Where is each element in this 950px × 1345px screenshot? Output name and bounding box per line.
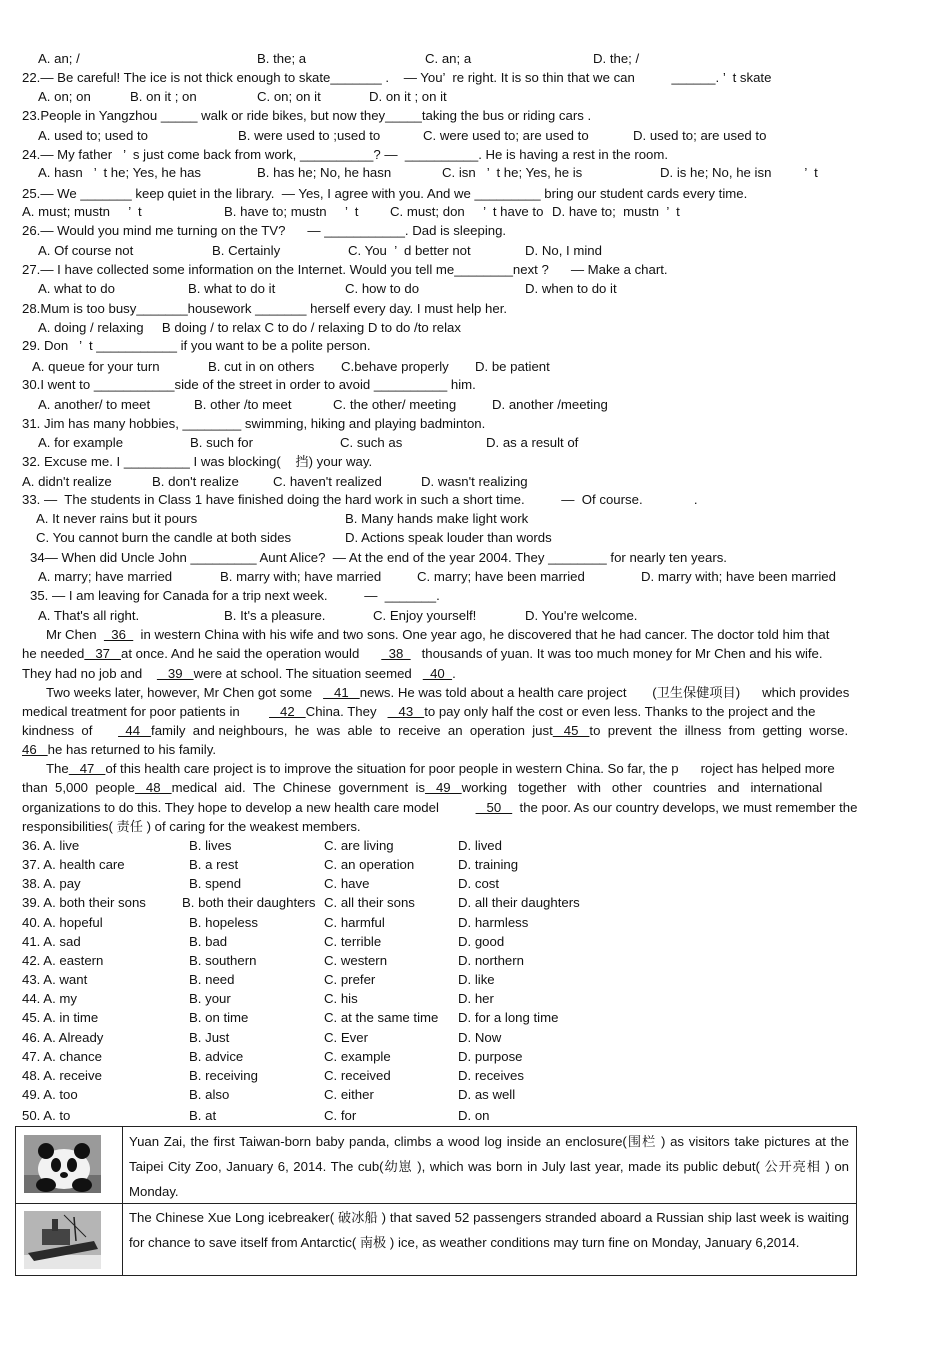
cloze-40-b: B. hopeless [189, 915, 258, 930]
passage-text: the poor. As our country develops, we must remember the [512, 800, 858, 815]
cloze-42-c: C. western [324, 953, 388, 968]
cloze-39-c: C. all their sons [324, 895, 415, 910]
passage-line-2 [22, 646, 823, 662]
cloze-47-b: B. advice [189, 1049, 244, 1064]
passage-text: medical aid. The Chinese government is [171, 780, 425, 795]
blank-41: 41 [323, 685, 360, 700]
q26-opt-d: D. No, I mind [525, 243, 602, 258]
q22-stem: 22.— Be careful! The ice is not thick enough to skate_______ . — You’ re right. It is so thin that we can ______. ’ t skate [22, 70, 772, 85]
q21-opt-c: C. an; a [425, 51, 472, 66]
cloze-37-b: B. a rest [189, 857, 239, 872]
passage-line-6 [22, 723, 848, 739]
cloze-42-b: B. southern [189, 953, 257, 968]
blank-37: 37 [84, 646, 121, 661]
q22-opt-c: C. on; on it [257, 89, 321, 104]
icebreaker-photo-icon [24, 1211, 101, 1269]
q32-opt-a: A. didn't realize [22, 474, 112, 489]
cloze-37-a: 37. A. health care [22, 857, 125, 872]
blank-40: 40 [422, 666, 453, 681]
q21-opt-d: D. the; / [593, 51, 640, 66]
q31-stem: 31. Jim has many hobbies, ________ swimming, hiking and playing badminton. [22, 416, 486, 431]
q35-opt-c: C. Enjoy yourself! [373, 608, 477, 623]
q28-options: A. doing / relaxing B doing / to relax C to do / relaxing D to do /to relax [38, 320, 461, 335]
cloze-43-a: 43. A. want [22, 972, 88, 987]
passage-line-7 [22, 742, 216, 758]
cloze-40-d: D. harmless [458, 915, 529, 930]
cloze-46-c: C. Ever [324, 1030, 368, 1045]
q31-opt-b: B. such for [190, 435, 254, 450]
q22-opt-d: D. on it ; on it [369, 89, 447, 104]
blank-46: 46 [22, 742, 48, 757]
blank-38: 38 [381, 646, 411, 661]
passage-text: working together with other countries and international [461, 780, 823, 795]
passage-line-11: responsibilities( 责任 ) of caring for the weakest members. [22, 819, 361, 834]
q30-opt-a: A. another/ to meet [38, 397, 151, 412]
passage-text: China. They [305, 704, 388, 719]
cloze-43-c: C. prefer [324, 972, 376, 987]
q29-opt-b: B. cut in on others [208, 359, 315, 374]
cloze-38-a: 38. A. pay [22, 876, 81, 891]
news-row-panda [16, 1127, 856, 1204]
cloze-48-c: C. received [324, 1068, 391, 1083]
q33-stem: 33. — The students in Class 1 have finished doing the hard work in such a short time. — Of course. . [22, 492, 698, 507]
cloze-41-b: B. bad [189, 934, 228, 949]
q35-opt-d: D. You're welcome. [525, 608, 638, 623]
cloze-43-d: D. like [458, 972, 495, 987]
q32-opt-c: C. haven't realized [273, 474, 382, 489]
passage-text: in western China with his wife and two sons. One year ago, he discovered that he had cancer. The doctor told him that [133, 627, 830, 642]
passage-text: Mr Chen [46, 627, 104, 642]
q29-opt-a: A. queue for your turn [32, 359, 160, 374]
q27-opt-d: D. when to do it [525, 281, 617, 296]
q25-opt-c: C. must; don ’ t have to [390, 204, 544, 219]
passage-line-8 [46, 761, 835, 777]
q25-opt-a: A. must; mustn ’ t [22, 204, 142, 219]
q30-stem: 30.I went to ___________side of the street in order to avoid __________ him. [22, 377, 476, 392]
cloze-46-d: D. Now [458, 1030, 502, 1045]
passage-text: at once. And he said the operation would [121, 646, 382, 661]
q27-stem: 27.— I have collected some information on the Internet. Would you tell me________next ? — Make a chart. [22, 262, 668, 277]
q23-opt-b: B. were used to ;used to [238, 128, 381, 143]
q33-opt-d: D. Actions speak louder than words [345, 530, 552, 545]
cloze-39-b: B. both their daughters [182, 895, 316, 910]
q34-opt-a: A. marry; have married [38, 569, 173, 584]
panda-photo-icon [24, 1135, 101, 1193]
q25-stem: 25.— We _______ keep quiet in the library. — Yes, I agree with you. And we _________ bring our student cards every time. [22, 186, 748, 201]
cloze-38-c: C. have [324, 876, 370, 891]
cloze-43-b: B. need [189, 972, 235, 987]
passage-text: news. He was told about a health care project (卫生保健项目) which provides [359, 685, 850, 700]
cloze-49-c: C. either [324, 1087, 374, 1102]
passage-text: organizations to do this. They hope to develop a new health care model [22, 800, 476, 815]
q27-opt-b: B. what to do it [188, 281, 276, 296]
cloze-45-b: B. on time [189, 1010, 249, 1025]
cloze-46-a: 46. A. Already [22, 1030, 104, 1045]
q24-opt-c: C. isn ’ t he; Yes, he is [442, 165, 583, 180]
passage-text: . [452, 666, 456, 681]
blank-48: 48 [134, 780, 172, 795]
blank-39: 39 [156, 666, 194, 681]
cloze-48-d: D. receives [458, 1068, 524, 1083]
cloze-45-a: 45. A. in time [22, 1010, 99, 1025]
q24-opt-a: A. hasn ’ t he; Yes, he has [38, 165, 202, 180]
q21-opt-b: B. the; a [257, 51, 307, 66]
cloze-46-b: B. Just [189, 1030, 230, 1045]
q30-opt-b: B. other /to meet [194, 397, 292, 412]
passage-text: he has returned to his family. [47, 742, 217, 757]
cloze-41-c: C. terrible [324, 934, 382, 949]
cloze-39-a: 39. A. both their sons [22, 895, 146, 910]
q34-opt-d: D. marry with; have been married [641, 569, 836, 584]
q34-stem: 34— When did Uncle John _________ Aunt Alice? — At the end of the year 2004. They ________ for nearly ten years. [30, 550, 727, 565]
q30-opt-c: C. the other/ meeting [333, 397, 457, 412]
q25-opt-b: B. have to; mustn ’ t [224, 204, 359, 219]
cloze-45-d: D. for a long time [458, 1010, 559, 1025]
q30-opt-d: D. another /meeting [492, 397, 608, 412]
cloze-50-b: B. at [189, 1108, 217, 1123]
blank-49: 49 [424, 780, 462, 795]
passage-line-5 [22, 704, 815, 720]
cloze-44-d: D. her [458, 991, 494, 1006]
blank-43: 43 [387, 704, 425, 719]
passage-text: to prevent the illness from getting worse. [589, 723, 849, 738]
cloze-47-c: C. example [324, 1049, 391, 1064]
q35-stem: 35. — I am leaving for Canada for a trip next week. — _______. [30, 588, 440, 603]
passage-text: They had no job and [22, 666, 157, 681]
q34-opt-b: B. marry with; have married [220, 569, 382, 584]
q22-opt-a: A. on; on [38, 89, 91, 104]
passage-line-9 [22, 780, 822, 796]
cloze-44-c: C. his [324, 991, 358, 1006]
panda-news-text: Yuan Zai, the first Taiwan-born baby panda, climbs a wood log inside an enclosure(围栏 ) as visitors take pictures at the Taipei City Zoo, January 6, 2014. The cub(幼崽 ), which was born in July last year, made its public debut( 公开亮相 ) on Monday. [129, 1134, 849, 1199]
passage-line-10 [22, 800, 857, 816]
icebreaker-news-text: The Chinese Xue Long icebreaker( 破冰船 ) that saved 52 passengers stranded aboard a Russian ship last week is waiting for chance to save itself from Antarctic( 南极 ) ice, as weather conditions may turn fine on Monday, January 6,2014. [129, 1210, 849, 1250]
cloze-47-a: 47. A. chance [22, 1049, 102, 1064]
q26-stem: 26.— Would you mind me turning on the TV? — ___________. Dad is sleeping. [22, 223, 507, 238]
passage-text: were at school. The situation seemed [193, 666, 423, 681]
cloze-49-b: B. also [189, 1087, 230, 1102]
cloze-37-c: C. an operation [324, 857, 415, 872]
cloze-36-a: 36. A. live [22, 838, 80, 853]
cloze-41-d: D. good [458, 934, 505, 949]
blank-44: 44 [118, 723, 152, 738]
cloze-47-d: D. purpose [458, 1049, 523, 1064]
cloze-45-c: C. at the same time [324, 1010, 439, 1025]
blank-45: 45 [552, 723, 590, 738]
passage-text: medical treatment for poor patients in [22, 704, 270, 719]
q32-opt-b: B. don't realize [152, 474, 239, 489]
news-row-icebreaker [16, 1203, 856, 1275]
q24-opt-b: B. has he; No, he hasn [257, 165, 392, 180]
q26-opt-b: B. Certainly [212, 243, 281, 258]
q21-opt-a: A. an; / [38, 51, 80, 66]
q23-opt-c: C. were used to; are used to [423, 128, 589, 143]
blank-42: 42 [269, 704, 306, 719]
passage-text: family and neighbours, he was able to receive an operation just [151, 723, 553, 738]
cloze-50-a: 50. A. to [22, 1108, 71, 1123]
cloze-49-a: 49. A. too [22, 1087, 78, 1102]
q27-opt-a: A. what to do [38, 281, 115, 296]
q22-opt-b: B. on it ; on [130, 89, 197, 104]
q31-opt-a: A. for example [38, 435, 124, 450]
q31-opt-d: D. as a result of [486, 435, 579, 450]
cloze-44-a: 44. A. my [22, 991, 77, 1006]
cloze-41-a: 41. A. sad [22, 934, 81, 949]
q29-opt-c: C.behave properly [341, 359, 449, 374]
q23-stem: 23.People in Yangzhou _____ walk or ride bikes, but now they_____taking the bus or riding cars . [22, 108, 592, 123]
q32-opt-d: D. wasn't realizing [421, 474, 528, 489]
q31-opt-c: C. such as [340, 435, 403, 450]
q28-stem: 28.Mum is too busy_______housework _______ herself every day. I must help her. [22, 301, 508, 316]
cloze-42-a: 42. A. eastern [22, 953, 104, 968]
cloze-36-d: D. lived [458, 838, 502, 853]
q24-opt-d: D. is he; No, he isn ’ t [660, 165, 818, 180]
cloze-44-b: B. your [189, 991, 231, 1006]
q26-opt-a: A. Of course not [38, 243, 134, 258]
q23-opt-d: D. used to; are used to [633, 128, 767, 143]
q26-opt-c: C. You ’ d better not [348, 243, 471, 258]
q27-opt-c: C. how to do [345, 281, 420, 296]
passage-text: kindness of [22, 723, 119, 738]
passage-text: than 5,000 people [22, 780, 135, 795]
q33-opt-c: C. You cannot burn the candle at both sides [36, 530, 292, 545]
q29-opt-d: D. be patient [475, 359, 550, 374]
q34-opt-c: C. marry; have been married [417, 569, 585, 584]
cloze-38-b: B. spend [189, 876, 242, 891]
passage-text: he needed [22, 646, 85, 661]
blank-50: 50 [475, 800, 513, 815]
news-table [15, 1126, 857, 1276]
q25-opt-d: D. have to; mustn ’ t [552, 204, 680, 219]
cloze-48-a: 48. A. receive [22, 1068, 102, 1083]
passage-text: The [46, 761, 69, 776]
passage-line-1 [46, 627, 829, 643]
passage-line-4 [46, 685, 849, 701]
passage-text: of this health care project is to improve the situation for poor people in western China. So far, the p roject has helped more [105, 761, 835, 776]
q24-stem: 24.— My father ’ s just come back from work, __________? — __________. He is having a rest in the room. [22, 147, 669, 162]
q23-opt-a: A. used to; used to [38, 128, 148, 143]
cloze-48-b: B. receiving [189, 1068, 258, 1083]
q29-stem: 29. Don ’ t ___________ if you want to be a polite person. [22, 338, 371, 353]
passage-text: Two weeks later, however, Mr Chen got some [46, 685, 324, 700]
cloze-50-d: D. on [458, 1108, 490, 1123]
cloze-36-b: B. lives [189, 838, 232, 853]
panda-image-cell [16, 1127, 123, 1203]
cloze-36-c: C. are living [324, 838, 394, 853]
cloze-42-d: D. northern [458, 953, 524, 968]
passage-text: to pay only half the cost or even less. Thanks to the project and the [424, 704, 816, 719]
cloze-40-a: 40. A. hopeful [22, 915, 103, 930]
blank-47: 47 [68, 761, 106, 776]
q32-stem: 32. Excuse me. I _________ I was blocking( 挡) your way. [22, 454, 373, 469]
q33-opt-b: B. Many hands make light work [345, 511, 529, 526]
ship-image-cell [16, 1203, 123, 1275]
q35-opt-a: A. That's all right. [38, 608, 140, 623]
q33-opt-a: A. It never rains but it pours [36, 511, 198, 526]
cloze-39-d: D. all their daughters [458, 895, 580, 910]
cloze-40-c: C. harmful [324, 915, 385, 930]
q35-opt-b: B. It's a pleasure. [224, 608, 326, 623]
passage-line-3 [22, 666, 456, 682]
cloze-50-c: C. for [324, 1108, 357, 1123]
passage-text: thousands of yuan. It was too much money for Mr Chen and his wife. [410, 646, 823, 661]
cloze-49-d: D. as well [458, 1087, 516, 1102]
cloze-37-d: D. training [458, 857, 519, 872]
cloze-38-d: D. cost [458, 876, 500, 891]
blank-36: 36 [103, 627, 134, 642]
